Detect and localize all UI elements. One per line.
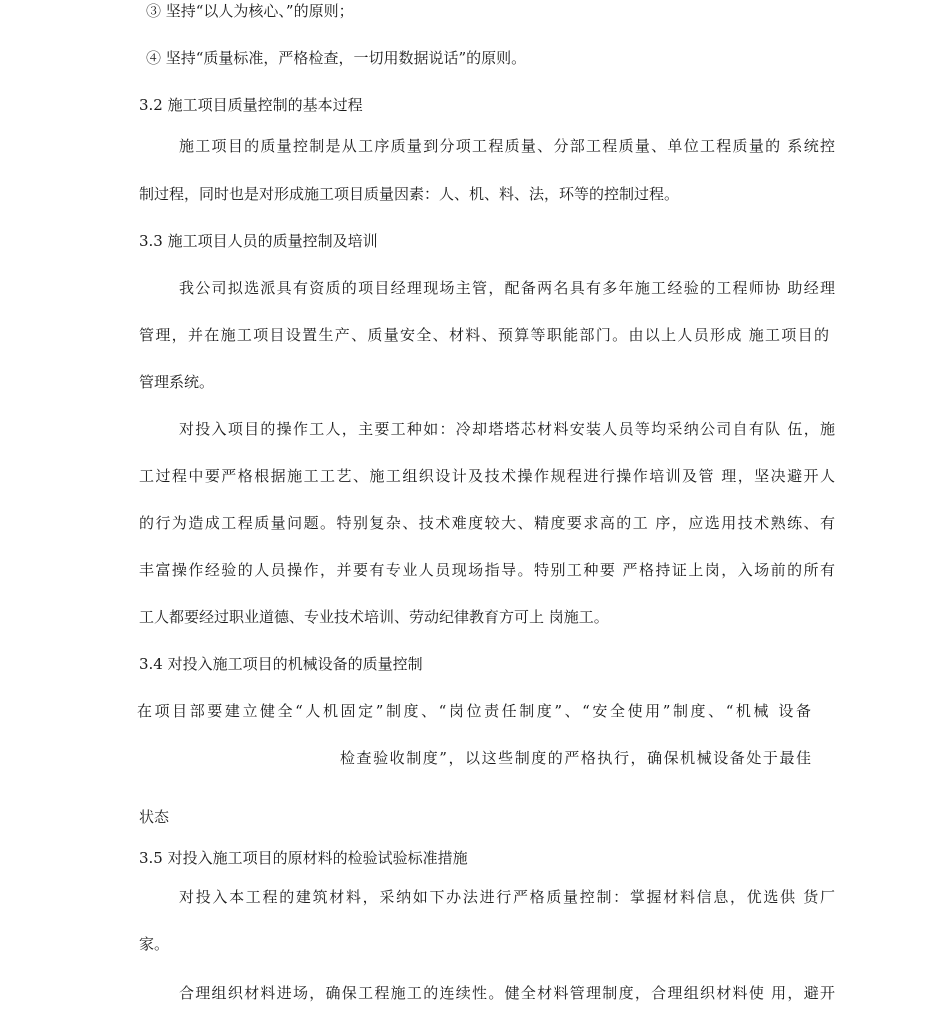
section-heading-3-3: 3.3 施工项目人员的质量控制及培训 <box>139 232 378 250</box>
list-item-4: ④ 坚持“质量标准，严格检查，一切用数据说话”的原则。 <box>146 49 527 67</box>
section-heading-3-5: 3.5 对投入施工项目的原材料的检验试验标准措施 <box>139 849 468 867</box>
paragraph-line: 对投入项目的操作工人，主要工种如：冷却塔塔芯材料安装人员等均采纳公司自有队 伍，施 <box>179 420 835 438</box>
paragraph-line: 的行为造成工程质量问题。特别复杂、技术难度较大、精度要求高的工 序，应选用技术熟练、有 <box>139 514 835 532</box>
paragraph-line: 施工项目的质量控制是从工序质量到分项工程质量、分部工程质量、单位工程质量的 系统控 <box>179 137 835 155</box>
paragraph-line: 对投入本工程的建筑材料，采纳如下办法进行严格质量控制：掌握材料信息，优选供 货厂 <box>179 888 835 906</box>
paragraph-line: 丰富操作经验的人员操作，并要有专业人员现场指导。特别工种要 严格持证上岗，入场前的所有 <box>139 561 835 579</box>
section-heading-3-2: 3.2 施工项目质量控制的基本过程 <box>139 96 363 114</box>
section-heading-3-4: 3.4 对投入施工项目的机械设备的质量控制 <box>139 655 423 673</box>
paragraph-line: 家。 <box>139 935 170 953</box>
paragraph-line: 在项目部要建立健全“人机固定”制度、“岗位责任制度”、“安全使用”制度、“机械 设备 <box>137 702 811 720</box>
paragraph-line: 管理，并在施工项目设置生产、质量安全、材料、预算等职能部门。由以上人员形成 施工项目的 <box>139 326 829 344</box>
paragraph-line: 管理系统。 <box>139 373 215 391</box>
paragraph-line: 工过程中要严格根据施工工艺、施工组织设计及技术操作规程进行操作培训及管 理，坚决避开人 <box>139 467 835 485</box>
paragraph-line: 检查验收制度”，以这些制度的严格执行，确保机械设备处于最佳 <box>340 749 811 767</box>
paragraph-line: 工人都要经过职业道德、专业技术培训、劳动纪律教育方可上 岗施工。 <box>139 608 609 626</box>
paragraph-line: 我公司拟选派具有资质的项目经理现场主管，配备两名具有多年施工经验的工程师协 助经理 <box>179 279 835 297</box>
list-item-3: ③ 坚持“以人为核心、”的原则； <box>146 2 354 20</box>
paragraph-line: 合理组织材料进场，确保工程施工的连续性。健全材料管理制度，合理组织材料使 用，避开 <box>179 984 835 1002</box>
paragraph-line: 制过程，同时也是对形成施工项目质量因素：人、机、料、法，环等的控制过程。 <box>139 185 680 203</box>
paragraph-line: 状态 <box>139 808 170 826</box>
